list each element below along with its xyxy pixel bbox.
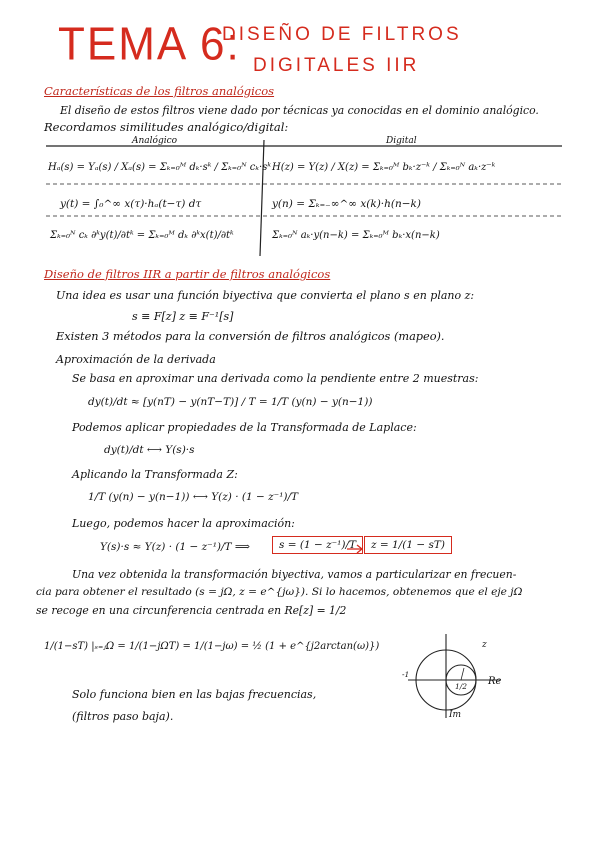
col-digital: Digital: [386, 136, 417, 146]
eq4: Y(s)·s ≈ Y(z) · (1 − z⁻¹)/T ⟹: [100, 541, 250, 553]
section2-p3: Se basa en aproximar una derivada como la pendiente entre 2 muestras:: [72, 372, 479, 385]
section2-p5: Aplicando la Transformada Z:: [72, 468, 238, 481]
col-analog: Analógico: [132, 136, 178, 146]
section2-p8: cia para obtener el resultado (s = jΩ, z = e^{jω}). Si lo hacemos, obtenemos que el eje jΩ: [36, 586, 523, 598]
map-eq: s ≡ F[z] z ≡ F⁻¹[s]: [132, 310, 234, 323]
box-s: s = (1 − z⁻¹)/T: [272, 536, 363, 554]
plot-label-re: Re: [488, 676, 502, 687]
section1-p1: El diseño de estos filtros viene dado por técnicas ya conocidas en el dominio analógico.: [60, 104, 539, 117]
section2-p10: Solo funciona bien en las bajas frecuencias,: [72, 688, 317, 701]
section1-p2: Recordamos similitudes analógico/digital:: [44, 120, 289, 134]
section2-p7: Una vez obtenida la transformación biyectiva, vamos a particularizar en frecuen-: [72, 568, 517, 581]
eq5: 1/(1−sT) |ₛ₌ⱼΩ = 1/(1−jΩT) = 1/(1−jω) = ½ (1 + e^{j2arctan(ω)}): [44, 641, 380, 652]
section2-p9: se recoge en una circunferencia centrada en Re[z] = 1/2: [36, 604, 347, 617]
sub1-heading: Aproximación de la derivada: [56, 353, 216, 366]
section2-p11: (filtros paso baja).: [72, 710, 174, 723]
row2-digital: y(n) = Σₖ₌₋∞^∞ x(k)·h(n−k): [272, 198, 422, 210]
box-z: z = 1/(1 − sT): [364, 536, 452, 554]
section2-p6: Luego, podemos hacer la aproximación:: [72, 517, 295, 530]
plot-label-half: 1/2: [455, 682, 468, 691]
section2-p4: Podemos aplicar propiedades de la Transformada de Laplace:: [72, 421, 417, 434]
title-line1: DISEÑO DE FILTROS: [222, 24, 462, 45]
plot-label-m1: -1: [402, 670, 410, 679]
plot-label-im: Im: [449, 710, 462, 720]
arrow-icon: [346, 544, 364, 554]
title-tema: TEMA 6:: [58, 18, 241, 71]
section2-p1: Una idea es usar una función biyectiva que convierta el plano s en plano z:: [56, 289, 475, 302]
row1-digital: H(z) = Y(z) / X(z) = Σₖ₌₀ᴹ bₖ·z⁻ᵏ / Σₖ₌₀ᴺ aₖ·z⁻ᵏ: [272, 162, 496, 173]
row2-analog: y(t) = ∫₀^∞ x(τ)·hₐ(t−τ) dτ: [60, 198, 202, 210]
row1-analog: Hₐ(s) = Yₐ(s) / Xₐ(s) = Σₖ₌₀ᴹ dₖ·sᵏ / Σₖ₌₀ᴺ cₖ·sᵏ: [48, 162, 271, 173]
section2-p2: Existen 3 métodos para la conversión de filtros analógicos (mapeo).: [56, 330, 445, 343]
row3-analog: Σₖ₌₀ᴺ cₖ ∂ᵏy(t)/∂tᵏ = Σₖ₌₀ᴹ dₖ ∂ᵏx(t)/∂tᵏ: [50, 230, 234, 241]
plot-label-z: z: [482, 640, 487, 650]
eq3: 1/T (y(n) − y(n−1)) ⟷ Y(z) · (1 − z⁻¹)/T: [88, 491, 299, 503]
row3-digital: Σₖ₌₀ᴺ aₖ·y(n−k) = Σₖ₌₀ᴹ bₖ·x(n−k): [272, 230, 440, 241]
title-line2: DIGITALES IIR: [253, 55, 420, 76]
section2-heading: Diseño de filtros IIR a partir de filtros analógicos: [44, 267, 331, 281]
section1-heading: Características de los filtros analógicos: [44, 84, 275, 98]
eq2: dy(t)/dt ⟷ Y(s)·s: [104, 444, 195, 456]
eq1: dy(t)/dt ≈ [y(nT) − y(nT−T)] / T = 1/T (y(n) − y(n−1)): [88, 396, 373, 408]
